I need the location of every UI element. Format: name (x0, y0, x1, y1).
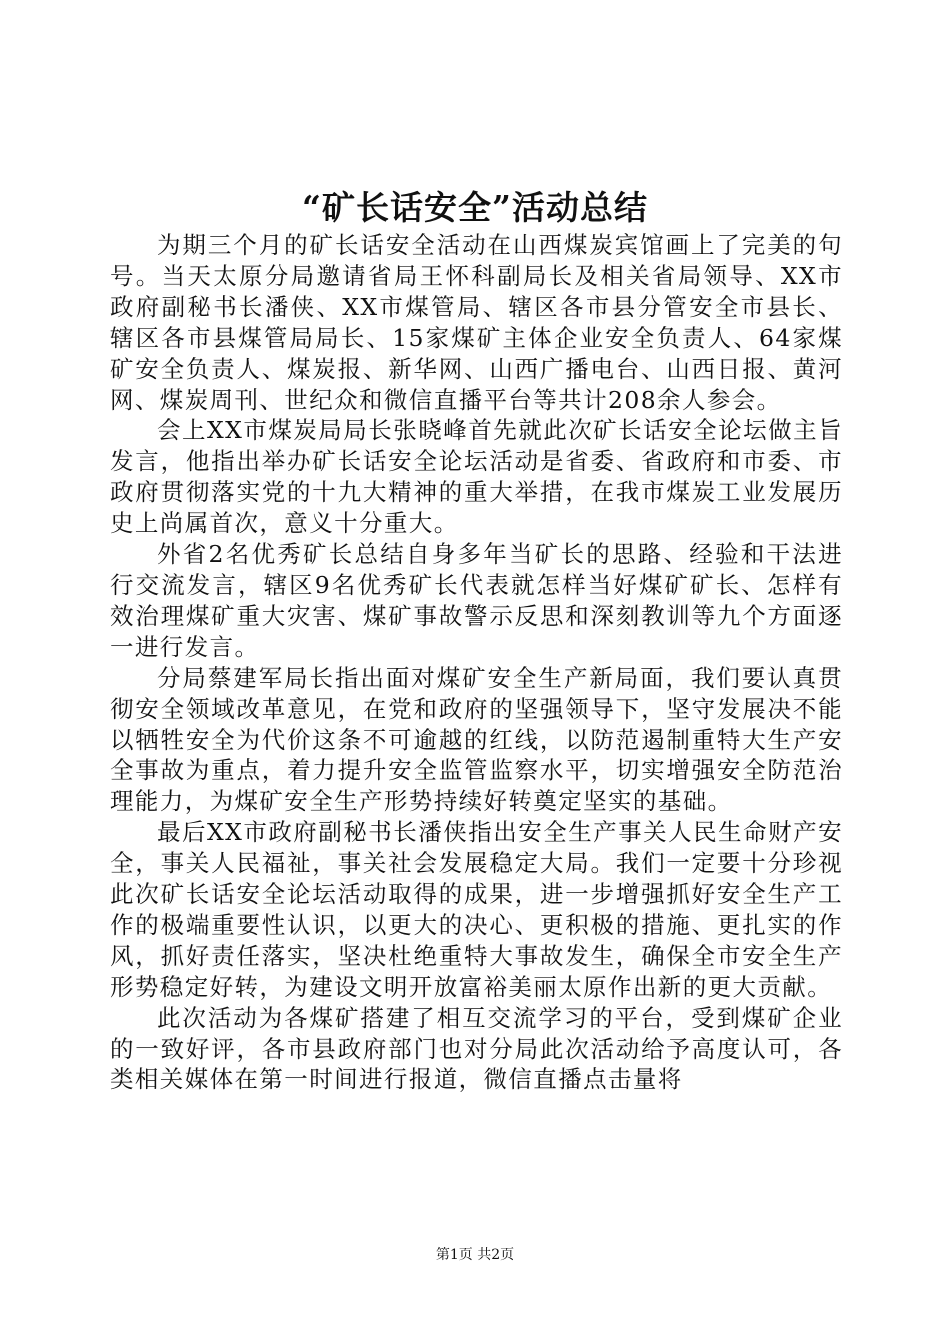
paragraph-3: 外省2名优秀矿长总结自身多年当矿长的思路、经验和干法进行交流发言，辖区9名优秀矿长代表就怎样当好煤矿矿长、怎样有效治理煤矿重大灾害、煤矿事故警示反思和深刻教训等九个方面逐一进行发言。 (110, 540, 843, 661)
document-title: “矿长话安全”活动总结 (302, 188, 648, 227)
paragraph-6: 此次活动为各煤矿搭建了相互交流学习的平台，受到煤矿企业的一致好评，各市县政府部门也对分局此次活动给予高度认可，各类相关媒体在第一时间进行报道，微信直播点击量将 (110, 1003, 843, 1094)
paragraph-4: 分局蔡建军局长指出面对煤矿安全生产新局面，我们要认真贯彻安全领域改革意见，在党和政府的坚强领导下，坚守发展决不能以牺牲安全为代价这条不可逾越的红线，以防范遏制重特大生产安全事故为重点，着力提升安全监管监察水平，切实增强安全防范治理能力，为煤矿安全生产形势持续好转奠定坚实的基础。 (110, 663, 843, 816)
document-body (110, 230, 843, 1095)
paragraph-1: 为期三个月的矿长话安全活动在山西煤炭宾馆画上了完美的句号。当天太原分局邀请省局王怀科副局长及相关省局领导、XX市政府副秘书长潘侠、XX市煤管局、辖区各市县分管安全市县长、辖区各市县煤管局局长、15家煤矿主体企业安全负责人、64家煤矿安全负责人、煤炭报、新华网、山西广播电台、山西日报、黄河网、煤炭周刊、世纪众和微信直播平台等共计208余人参会。 (110, 231, 843, 414)
paragraph-5: 最后XX市政府副秘书长潘侠指出安全生产事关人民生命财产安全，事关人民福祉，事关社会发展稳定大局。我们一定要十分珍视此次矿长话安全论坛活动取得的成果，进一步增强抓好安全生产工作的极端重要性认识，以更大的决心、更积极的措施、更扎实的作风，抓好责任落实，坚决杜绝重特大事故发生，确保全市安全生产形势稳定好转，为建设文明开放富裕美丽太原作出新的更大贡献。 (110, 818, 843, 1001)
paragraph-2: 会上XX市煤炭局局长张晓峰首先就此次矿长话安全论坛做主旨发言，他指出举办矿长话安全论坛活动是省委、省政府和市委、市政府贯彻落实党的十九大精神的重大举措，在我市煤炭工业发展历史上尚属首次，意义十分重大。 (110, 416, 843, 538)
page-number-footer: 第1页 共2页 (435, 1247, 515, 1263)
